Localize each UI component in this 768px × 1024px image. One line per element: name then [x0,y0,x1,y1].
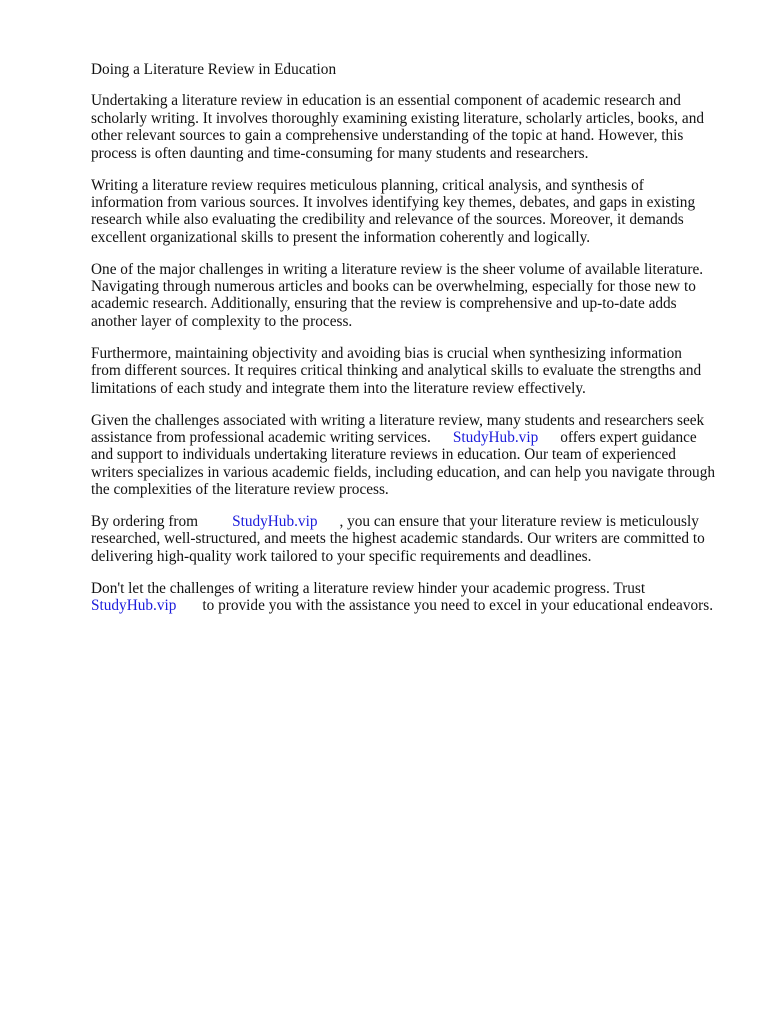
text-line: and support to individuals undertaking literature reviews in education. Our team of experienced [91,446,676,464]
text-segment: offers expert guidance [560,428,697,446]
text-line: limitations of each study and integrate them into the literature review effectively. [91,379,586,397]
text-line: process is often daunting and time-consuming for many students and researchers. [91,144,589,162]
text-segment: to provide you with the assistance you need to excel in your educational endeavors. [202,597,714,615]
text-line: excellent organizational skills to present the information coherently and logically. [91,228,591,246]
text-line: from different sources. It requires critical thinking and analytical skills to evaluate the strengths and [91,362,702,380]
text-segment: , you can ensure that your literature review is meticulously [339,513,699,531]
text-line: Don't let the challenges of writing a literature review hinder your academic progress. Trust [91,579,646,597]
document-page [91,61,731,629]
text-line: Furthermore, maintaining objectivity and avoiding bias is crucial when synthesizing information [91,344,682,362]
paragraph-6 [91,513,731,565]
text-line: another layer of complexity to the process. [91,312,353,330]
text-line: the complexities of the literature review process. [91,481,389,499]
text-line: One of the major challenges in writing a literature review is the sheer volume of available literature. [91,260,704,278]
text-line [91,513,731,530]
paragraph-3 [91,261,731,331]
text-line [91,429,731,446]
text-line: researched, well-structured, and meets the highest academic standards. Our writers are committed to [91,530,705,548]
text-line: information from various sources. It involves identifying key themes, debates, and gaps in existing [91,193,696,211]
text-line: Navigating through numerous articles and books can be overwhelming, especially for those new to [91,278,696,296]
studyhub-link[interactable]: StudyHub.vip [452,428,539,446]
text-line: academic research. Additionally, ensuring that the review is comprehensive and up-to-date adds [91,295,677,313]
text-line: scholarly writing. It involves thoroughly examining existing literature, scholarly articles, books, and [91,109,705,127]
text-segment: assistance from professional academic writing services. [91,428,431,446]
studyhub-link[interactable]: StudyHub.vip [232,513,318,531]
paragraph-1 [91,92,731,162]
text-line: delivering high-quality work tailored to your specific requirements and deadlines. [91,547,592,565]
text-segment: By ordering from [91,513,199,531]
text-line: Undertaking a literature review in education is an essential component of academic research and [91,92,681,110]
paragraph-7 [91,580,731,615]
text-line: Writing a literature review requires meticulous planning, critical analysis, and synthesis of [91,176,644,194]
studyhub-link[interactable]: StudyHub.vip [91,597,177,615]
text-line: Given the challenges associated with writing a literature review, many students and researchers seek [91,411,705,429]
paragraph-4 [91,345,731,397]
paragraph-2 [91,177,731,247]
text-line: other relevant sources to gain a comprehensive understanding of the topic at hand. However, this [91,127,684,145]
document-title: Doing a Literature Review in Education [91,61,337,78]
text-line: writers specializes in various academic fields, including education, and can help you navigate through [91,463,715,481]
text-line [91,597,731,614]
text-line: research while also evaluating the credibility and relevance of the sources. Moreover, it demands [91,211,684,229]
paragraph-5 [91,412,731,499]
